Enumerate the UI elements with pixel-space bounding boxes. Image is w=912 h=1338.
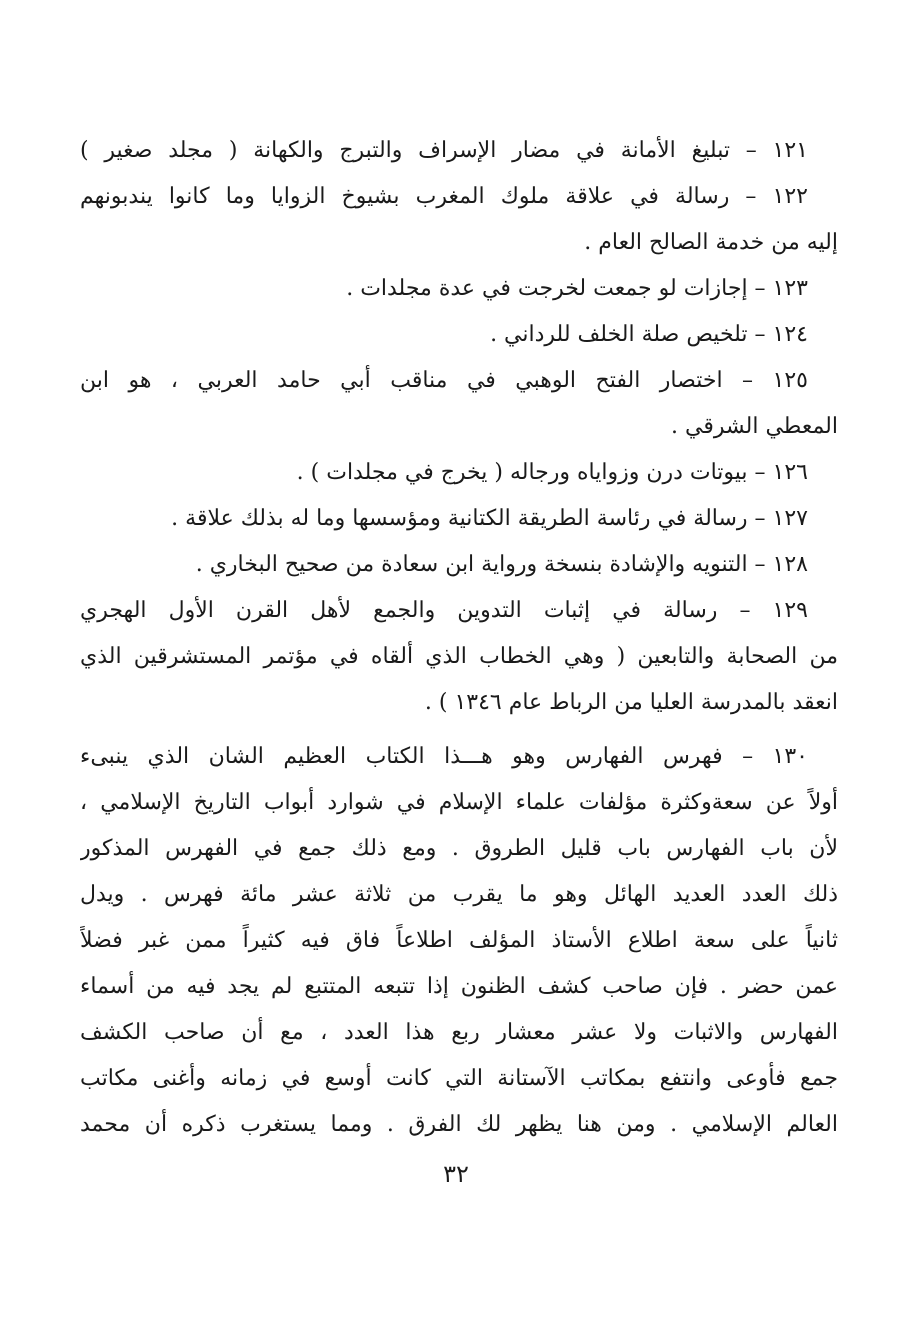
entry-129-line-3: انعقد بالمدرسة العليا من الرباط عام ١٣٤٦ ) . [424, 690, 838, 715]
entry-130-line-9: العالم الإسلامي . ومن هنا يظهر لك الفرق . ومما يستغرب ذكره أن محمد [80, 1112, 838, 1137]
entry-129-line-2: من الصحابة والتابعين ( وهي الخطاب الذي ألقاه في مؤتمر المستشرقين الذي [80, 644, 838, 669]
entry-122-line-1: ١٢٢ – رسالة في علاقة ملوك المغرب بشيوخ الزوايا وما كانوا يندبونهم [80, 184, 808, 209]
entry-123: ١٢٣ – إجازات لو جمعت لخرجت في عدة مجلدات . [346, 276, 808, 301]
entry-125-line-2: المعطي الشرقي . [671, 414, 838, 439]
entry-127: ١٢٧ – رسالة في رئاسة الطريقة الكتانية ومؤسسها وما له بذلك علاقة . [171, 506, 808, 531]
entry-130-line-7: الفهارس والاثبات ولا عشر معشار ربع هذا العدد ، مع أن صاحب الكشف [80, 1020, 838, 1045]
entry-124: ١٢٤ – تلخيص صلة الخلف للرداني . [490, 322, 808, 347]
entry-130-line-2: أولاً عن سعةوكثرة مؤلفات علماء الإسلام في شوارد أبواب التاريخ الإسلامي ، [80, 790, 838, 815]
entry-126: ١٢٦ – بيوتات درن وزواياه ورجاله ( يخرج في مجلدات ) . [296, 460, 808, 485]
page-number: ٣٢ [443, 1160, 469, 1188]
entry-121: ١٢١ – تبليغ الأمانة في مضار الإسراف والتبرج والكهانة ( مجلد صغير ) [80, 138, 808, 163]
entry-125-line-1: ١٢٥ – اختصار الفتح الوهبي في مناقب أبي حامد العربي ، هو ابن [80, 368, 808, 393]
page-body [80, 128, 838, 1148]
entry-130-line-8: جمع فأوعى وانتفع بمكاتب الآستانة التي كانت أوسع في زمانه وأغنى مكاتب [80, 1066, 838, 1091]
entry-128: ١٢٨ – التنويه والإشادة بنسخة ورواية ابن سعادة من صحيح البخاري . [195, 552, 808, 577]
entry-122-line-2: إليه من خدمة الصالح العام . [584, 230, 838, 255]
entry-130-line-4: ذلك العدد العديد الهائل وهو ما يقرب من ثلاثة عشر مائة فهرس . ويدل [80, 882, 838, 907]
entry-130-line-5: ثانياً على سعة اطلاع الأستاذ المؤلف اطلاعاً فاق فيه كثيراً ممن غبر فضلاً [80, 928, 838, 953]
entry-129-line-1: ١٢٩ – رسالة في إثبات التدوين والجمع لأهل القرن الأول الهجري [80, 598, 808, 623]
paragraph-gap [80, 726, 838, 734]
entry-130-line-6: عمن حضر . فإن صاحب كشف الظنون إذا تتبعه المتتبع لم يجد فيه من أسماء [80, 974, 838, 999]
entry-130-line-1: ١٣٠ – فهرس الفهارس وهو هـــذا الكتاب العظيم الشان الذي ينبىء [80, 744, 808, 769]
entry-130-line-3: لأن باب الفهارس باب قليل الطروق . ومع ذلك جمع في الفهرس المذكور [80, 836, 838, 861]
